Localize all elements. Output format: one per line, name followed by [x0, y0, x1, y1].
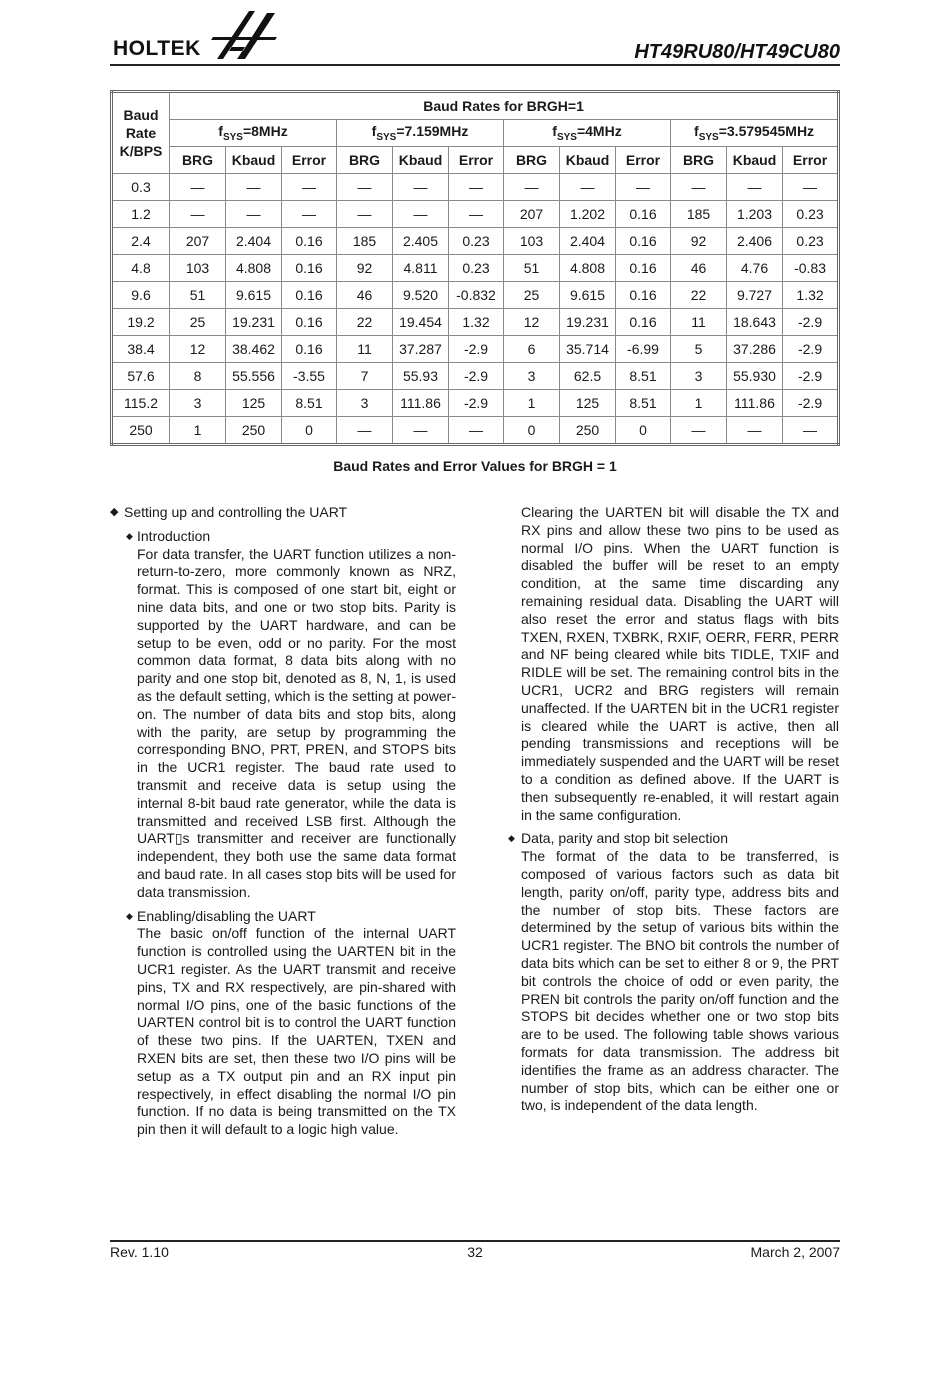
introduction-heading: Introduction: [137, 527, 211, 544]
table-cell: 0.16: [282, 228, 337, 255]
table-cell: 0.16: [616, 282, 671, 309]
table-cell: 19.231: [226, 309, 282, 336]
table-cell: 0: [282, 417, 337, 445]
table-cell: 5: [671, 336, 727, 363]
table-cell: 3: [504, 363, 560, 390]
table-cell: 9.520: [393, 282, 449, 309]
parity-heading: Data, parity and stop bit selection: [521, 830, 729, 847]
table-cell: -2.9: [783, 390, 839, 417]
table-cell: —: [170, 201, 226, 228]
table-cell: 111.86: [393, 390, 449, 417]
page-header: [110, 5, 840, 65]
subheader-brg: BRG: [170, 147, 226, 174]
table-cell: 35.714: [560, 336, 616, 363]
introduction-paragraph: For data transfer, the UART function utilizes a non-return-to-zero, more commonly known as NRZ, format. This is composed of one start bit, eight or nine data bits, and one or two stop bits. Parity is supported by the UART hardware, and can be setup to be even, odd or no parity. For the most common data format, 8 data bits along with no parity and one stop bit, denoted as 8, N, 1, is used as the default setting, which is the setting at power-on. The number of data bits and stop bits, along with the parity, are setup by programming the corresponding BNO, PRT, PREN, and STOPS bits in the UCR1 register. The baud rate used to transmit and receive data is setup using the internal 8-bit baud rate generator, while the data is transmitted and received LSB first. Although the UART▯s transmitter and receiver are functionally independent, they both use the same data format and baud rate. In all cases stop bits will be used for data transmission.: [137, 545, 456, 900]
table-cell: 4.76: [727, 255, 783, 282]
table-cell: -2.9: [449, 336, 504, 363]
table-cell: —: [560, 174, 616, 201]
table-cell: 37.286: [727, 336, 783, 363]
subheader-error: Error: [616, 147, 671, 174]
table-cell: 0.16: [282, 282, 337, 309]
table-cell: 0.16: [616, 201, 671, 228]
table-cell: 125: [560, 390, 616, 417]
table-cell: -3.55: [282, 363, 337, 390]
table-cell: 55.556: [226, 363, 282, 390]
table-row: [112, 201, 839, 228]
table-cell: —: [393, 174, 449, 201]
table-cell: 111.86: [727, 390, 783, 417]
table-caption: Baud Rates and Error Values for BRGH = 1: [333, 458, 617, 474]
table-cell: 1: [671, 390, 727, 417]
table-cell: —: [226, 201, 282, 228]
table-cell: -2.9: [449, 390, 504, 417]
table-row: [112, 228, 839, 255]
table-cell: 185: [337, 228, 393, 255]
bullet-icon: ◆: [508, 833, 515, 844]
header-divider: [110, 64, 840, 66]
table-cell: 11: [337, 336, 393, 363]
table-cell: —: [449, 417, 504, 445]
right-column: [508, 504, 839, 1115]
introduction-section: [110, 528, 456, 902]
baud-rate-cell: 0.3: [112, 174, 170, 201]
table-cell: —: [282, 174, 337, 201]
table-cell: 0: [504, 417, 560, 445]
table-cell: 55.93: [393, 363, 449, 390]
baud-rate-table: [110, 90, 840, 446]
table-cell: 46: [671, 255, 727, 282]
table-cell: 9.615: [226, 282, 282, 309]
table-cell: —: [226, 174, 282, 201]
table-cell: -2.9: [449, 363, 504, 390]
main-bullet: ◆ Setting up and controlling the UART: [110, 504, 348, 520]
logo-text: HOLTEK: [113, 37, 201, 60]
table-row: [112, 174, 839, 201]
page-footer: [110, 1244, 840, 1264]
table-row: [112, 417, 839, 445]
table-cell: 250: [560, 417, 616, 445]
table-cell: 8: [170, 363, 226, 390]
enabling-section: [110, 908, 456, 1139]
table-body: [112, 174, 839, 445]
table-cell: 3: [170, 390, 226, 417]
table-row: [112, 363, 839, 390]
table-cell: 6: [504, 336, 560, 363]
baud-rate-column-header: Baud Rate K/BPS: [112, 92, 170, 174]
table-cell: 0.16: [282, 336, 337, 363]
table-cell: 0.23: [783, 201, 839, 228]
table-cell: —: [671, 417, 727, 445]
table-row: [112, 309, 839, 336]
table-cell: 1.32: [783, 282, 839, 309]
table-cell: 37.287: [393, 336, 449, 363]
table-cell: 4.811: [393, 255, 449, 282]
baud-rate-cell: 1.2: [112, 201, 170, 228]
table-row: [112, 336, 839, 363]
table-cell: -6.99: [616, 336, 671, 363]
table-row: [112, 282, 839, 309]
table-cell: —: [170, 174, 226, 201]
table-cell: -2.9: [783, 363, 839, 390]
subheader-brg: BRG: [671, 147, 727, 174]
baud-rate-cell: 19.2: [112, 309, 170, 336]
enabling-heading: Enabling/disabling the UART: [137, 907, 316, 924]
table-cell: 3: [337, 390, 393, 417]
table-cell: 1.32: [449, 309, 504, 336]
bullet-icon: ◆: [110, 506, 119, 518]
table-cell: 25: [504, 282, 560, 309]
table-cell: 4.808: [560, 255, 616, 282]
table-cell: 0: [616, 417, 671, 445]
table-cell: 0.23: [783, 228, 839, 255]
table-cell: —: [337, 201, 393, 228]
subheader-kbaud: Kbaud: [727, 147, 783, 174]
table-cell: 0.16: [616, 309, 671, 336]
table-cell: —: [616, 174, 671, 201]
holtek-logo: [113, 7, 283, 63]
table-cell: 1.202: [560, 201, 616, 228]
table-cell: 207: [504, 201, 560, 228]
table-cell: -2.9: [783, 336, 839, 363]
table-cell: 51: [504, 255, 560, 282]
baud-rate-cell: 250: [112, 417, 170, 445]
table-cell: 11: [671, 309, 727, 336]
table-cell: 0.16: [282, 255, 337, 282]
table-cell: —: [393, 417, 449, 445]
bullet-icon: ◆: [126, 530, 133, 541]
baud-rate-cell: 2.4: [112, 228, 170, 255]
baud-rate-cell: 38.4: [112, 336, 170, 363]
subheader-brg: BRG: [504, 147, 560, 174]
freq-header-4mhz: $f_{SYS}=4MHz$: [504, 120, 671, 147]
table-cell: —: [337, 174, 393, 201]
freq-header-8mhz: $f_{SYS}=8MHz$: [170, 120, 337, 147]
table-cell: 7: [337, 363, 393, 390]
subheader-error: Error: [449, 147, 504, 174]
table-cell: —: [504, 174, 560, 201]
table-cell: 0.16: [282, 309, 337, 336]
table-cell: 92: [671, 228, 727, 255]
table-cell: 0.16: [616, 255, 671, 282]
subheader-brg: BRG: [337, 147, 393, 174]
holtek-logo-icon: [209, 7, 281, 63]
table-cell: 1: [504, 390, 560, 417]
table-cell: 0.23: [449, 255, 504, 282]
freq-header-7159mhz: $f_{SYS}=7.159MHz$: [337, 120, 504, 147]
table-cell: 1: [170, 417, 226, 445]
subheader-kbaud: Kbaud: [393, 147, 449, 174]
table-cell: —: [783, 174, 839, 201]
baud-rate-cell: 4.8: [112, 255, 170, 282]
table-cell: 46: [337, 282, 393, 309]
table-cell: 4.808: [226, 255, 282, 282]
table-cell: —: [337, 417, 393, 445]
table-cell: 250: [226, 417, 282, 445]
table-cell: 55.930: [727, 363, 783, 390]
table-cell: 8.51: [616, 390, 671, 417]
freq-header-3579545mhz: $f_{SYS}=3.579545MHz$: [671, 120, 839, 147]
baud-rate-cell: 9.6: [112, 282, 170, 309]
table-cell: 103: [170, 255, 226, 282]
subheader-error: Error: [282, 147, 337, 174]
table-cell: 185: [671, 201, 727, 228]
table-cell: 62.5: [560, 363, 616, 390]
table-cell: 0.16: [616, 228, 671, 255]
table-cell: —: [282, 201, 337, 228]
table-cell: —: [727, 174, 783, 201]
revision-label: Rev. 1.10: [110, 1244, 169, 1260]
table-group-title: Baud Rates for BRGH=1: [170, 92, 839, 120]
table-cell: 125: [226, 390, 282, 417]
table-cell: 8.51: [616, 363, 671, 390]
subheader-error: Error: [783, 147, 839, 174]
parity-section: [508, 830, 839, 1115]
table-cell: —: [783, 417, 839, 445]
parity-paragraph: The format of the data to be transferred, is composed of various factors such as data bit length, parity on/off, parity type, address bits and the number of stop bits. These factors are determined by the setup of various bits within the UCR1 register. The BNO bit controls the number of data bits which can be set to either 8 or 9, the PRT bit controls the choice of odd or even parity, the PREN bit controls the parity on/off function and the STOPS bit decides whether one or two stop bits are to be used. The following table shows various formats for data transmission. The address bit identifies the frame as an address character. The number of stop bits, which can be either one or two, is independent of the data length.: [521, 848, 839, 1114]
table-cell: -2.9: [783, 309, 839, 336]
table-cell: 19.231: [560, 309, 616, 336]
table-cell: -0.83: [783, 255, 839, 282]
table-cell: 9.727: [727, 282, 783, 309]
document-date: March 2, 2007: [750, 1244, 840, 1260]
enabling-paragraph: The basic on/off function of the internal UART function is controlled using the UARTEN bit in the UCR1 register. As the UART transmit and receive pins, TX and RX respectively, are pin-shared with normal I/O pins, one of the basic functions of the UARTEN control bit is to control the UART function of these two pins. If the UARTEN, TXEN and RXEN bits are set, then these two I/O pins will be setup as a TX output pin and an RX input pin respectively, in effect disabling the normal I/O pin function. If no data is being transmitted on the TX pin then it will default to a logic high value.: [137, 925, 456, 1138]
table-cell: 12: [170, 336, 226, 363]
subheader-kbaud: Kbaud: [226, 147, 282, 174]
table-cell: 92: [337, 255, 393, 282]
table-cell: 103: [504, 228, 560, 255]
table-cell: 2.404: [226, 228, 282, 255]
table-row: [112, 390, 839, 417]
table-cell: 38.462: [226, 336, 282, 363]
table-cell: 1.203: [727, 201, 783, 228]
table-row: [112, 255, 839, 282]
table-cell: 2.406: [727, 228, 783, 255]
table-cell: 0.23: [449, 228, 504, 255]
table-cell: 9.615: [560, 282, 616, 309]
baud-rate-cell: 57.6: [112, 363, 170, 390]
baud-rate-cell: 115.2: [112, 390, 170, 417]
document-title: HT49RU80/HT49CU80: [634, 41, 840, 63]
table-cell: 25: [170, 309, 226, 336]
table-cell: 3: [671, 363, 727, 390]
table-cell: 8.51: [282, 390, 337, 417]
table-cell: —: [449, 201, 504, 228]
table-cell: 22: [337, 309, 393, 336]
table-cell: 18.643: [727, 309, 783, 336]
baud-rate-table-container: [110, 90, 840, 446]
footer-divider: [110, 1240, 840, 1242]
subheader-row: [112, 147, 839, 174]
table-cell: 19.454: [393, 309, 449, 336]
bullet-icon: ◆: [126, 910, 133, 921]
table-cell: 2.404: [560, 228, 616, 255]
table-cell: 51: [170, 282, 226, 309]
page-number: 32: [467, 1244, 483, 1260]
table-cell: 22: [671, 282, 727, 309]
left-column: [110, 504, 456, 1139]
table-cell: 207: [170, 228, 226, 255]
table-cell: —: [727, 417, 783, 445]
table-cell: —: [671, 174, 727, 201]
table-cell: 2.405: [393, 228, 449, 255]
table-cell: -0.832: [449, 282, 504, 309]
table-cell: 12: [504, 309, 560, 336]
subheader-kbaud: Kbaud: [560, 147, 616, 174]
table-cell: —: [393, 201, 449, 228]
table-cell: —: [449, 174, 504, 201]
clearing-paragraph: Clearing the UARTEN bit will disable the TX and RX pins and allow these two pins to be used as normal I/O pins. When the UART function is disabled the buffer will be reset to an empty condition, at the same time discarding any remaining residual data. Disabling the UART will also reset the error and status flags with bits TXEN, RXEN, TXBRK, RXIF, OERR, FERR, PERR and NF being cleared while bits TIDLE, TXIF and RIDLE will be set. The remaining control bits in the UCR1, UCR2 and BRG registers will remain unaffected. If the UARTEN bit in the UCR1 register is cleared while the UART is active, then all pending transmissions and receptions will be immediately suspended and the UART will be reset to a condition as defined above. If the UART is then subsequently re-enabled, it will restart again in the same configuration.: [521, 504, 839, 823]
